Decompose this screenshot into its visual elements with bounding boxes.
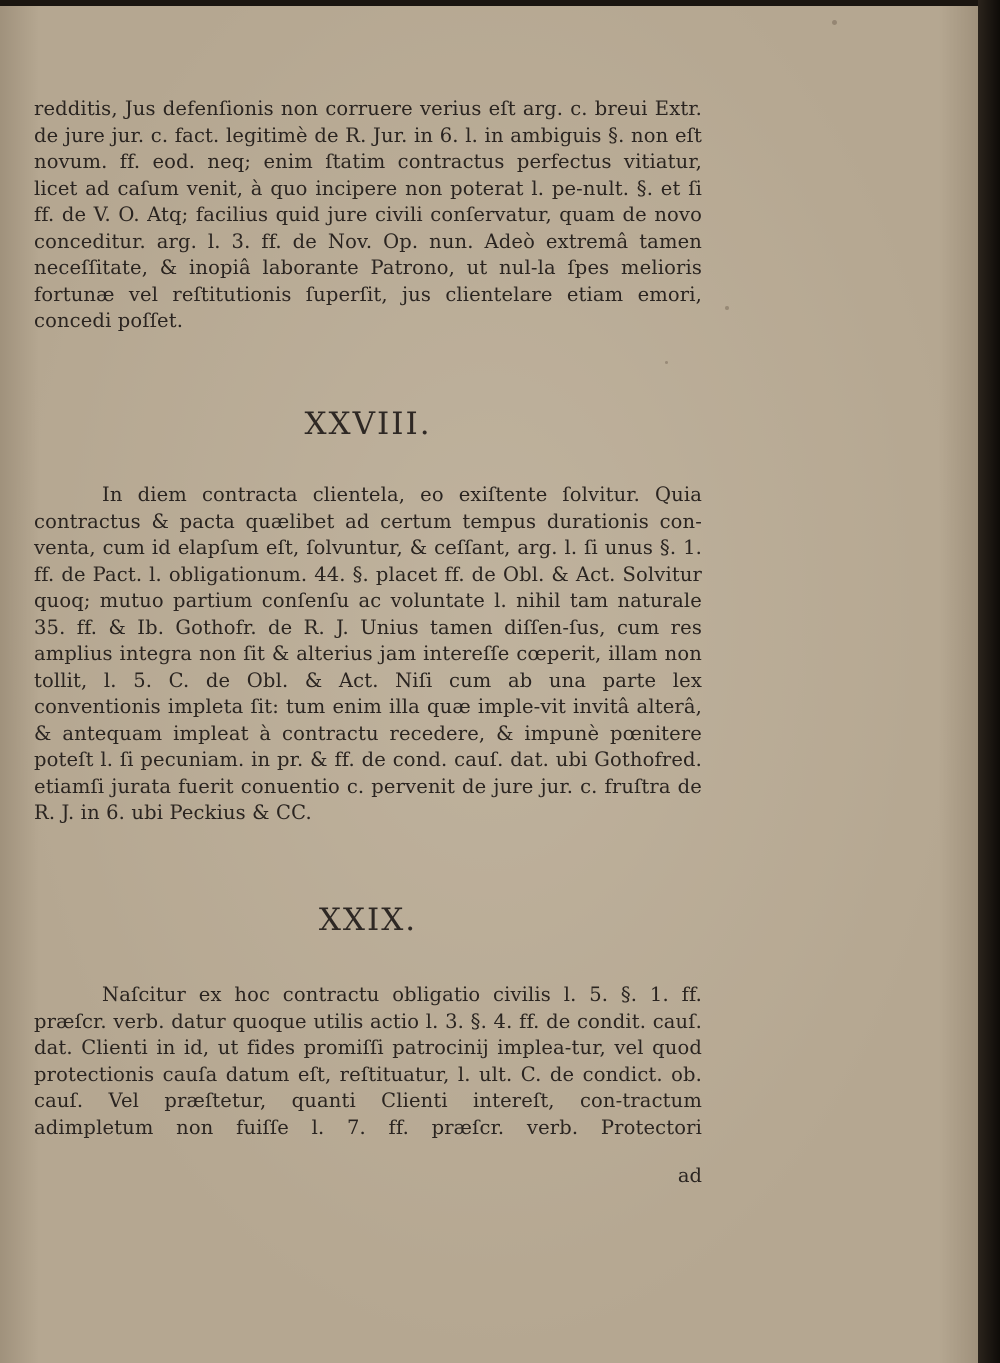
paper-spot: [832, 20, 837, 25]
paper-spot: [725, 306, 729, 310]
book-spine: [978, 0, 1000, 1363]
catchword: ad: [677, 1164, 702, 1187]
paper-spot: [665, 361, 668, 364]
book-page: [0, 6, 978, 1363]
paragraph-28: In diem contracta clientela, eo exiſtente ſolvitur. Quia contractus & pacta quælibet ad certum tempus durationis con-venta, cum id elapſum eſt, ſolvuntur, & ceſſant, arg. l. ſi unus §. 1. ff. de Pact. l. obligationum. 44. §. placet ff. de Obl. & Act. Solvitur quoq; mutuo partium conſenſu ac voluntate l. nihil tam naturale 35. ff. & Ib. Gothofr. de R. J. Unius tamen diſſen-ſus, cum res amplius integra non ſit & alterius jam intereſſe cœperit, illam non tollit, l. 5. C. de Obl. & Act. Niſi cum ab una parte lex conventionis impleta ſit: tum enim illa quæ imple-vit invitâ alterâ, & antequam impleat à contractu recedere, & impunè pœnitere poteſt l. ſi pecuniam. in pr. & ff. de cond. cauſ. dat. ubi Gothofred. etiamſi jurata fuerit conuentio c. pervenit de jure jur. c. fruſtra de R. J. in 6. ubi Peckius & CC.: [34, 483, 702, 824]
section-heading-29: XXIX.: [318, 902, 418, 938]
paragraph-intro: redditis, Jus defenſionis non corruere verius eſt arg. c. breui Extr. de jure jur. c. fact. legitimè de R. Jur. in 6. l. in ambiguis §. non eſt novum. ff. eod. neq; enim ſtatim contractus perfectus vitiatur, licet ad caſum venit, à quo incipere non poterat l. pe-nult. §. et ſi ff. de V. O. Atq; facilius quid jure civili conſervatur, quam de novo conceditur. arg. l. 3. ff. de Nov. Op. nun. Adeò extremâ tamen neceſſitate, & inopiâ laborante Patrono, ut nul-la ſpes melioris fortunæ vel reſtitutionis ſuperſit, jus clientelare etiam emori, concedi poſſet.: [34, 97, 702, 332]
paragraph-29: Naſcitur ex hoc contractu obligatio civilis l. 5. §. 1. ff. præſcr. verb. datur quoque utilis actio l. 3. §. 4. ff. de condit. cauſ. dat. Clienti in id, ut fides promiſſi patrocinij implea-tur, vel quod protectionis cauſa datum eſt, reſtituatur, l. ult. C. de condict. ob. cauſ. Vel præſtetur, quanti Clienti intereſt, con-tractum adimpletum non fuiſſe l. 7. ff. præſcr. verb. Protectori: [34, 983, 702, 1139]
section-heading-28: XXVIII.: [304, 406, 432, 442]
